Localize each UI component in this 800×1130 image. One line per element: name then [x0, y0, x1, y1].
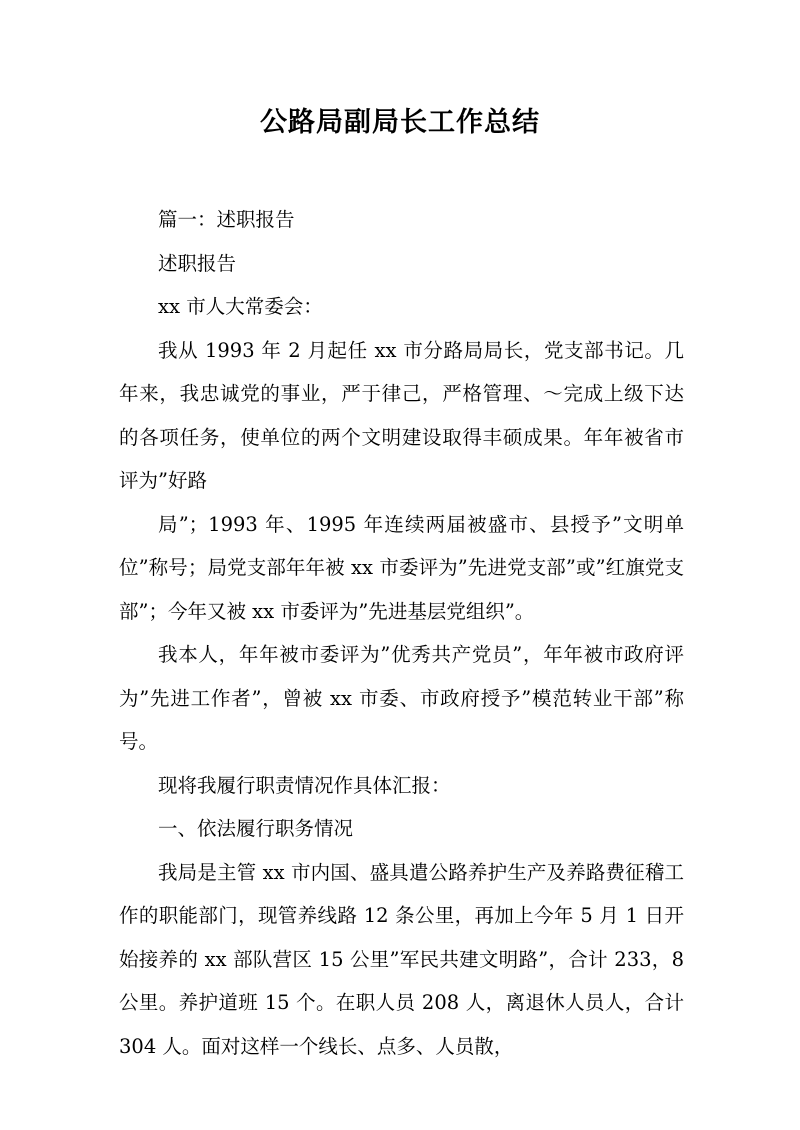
- document-body: [119, 198, 684, 1068]
- document-title: 公路局副局长工作总结: [260, 107, 540, 138]
- paragraph-personal-honors: 我本人，年年被市委评为”优秀共产党员”，年年被市政府评为”先进工作者”，曾被 xx 市委、市政府授予”模范转业干部”称号。: [119, 643, 684, 753]
- paragraph-subheading: 一、依法履行职务情况: [158, 817, 354, 840]
- paragraph-bureau-overview: 我局是主管 xx 市内国、盛具遣公路养护生产及养路费征稽工作的职能部门，现管养线路 12 条公里，再加上今年 5 月 1 日开始接养的 xx 部队营区 15 公里”军民共建文明路”，合计 233，8 公里。养护道班 15 个。在职人员 208 人，离退休人员人，合计 304 人。面对这样一个线长、点多、人员散，: [119, 860, 684, 1058]
- paragraph-salutation: xx 市人大常委会：: [158, 295, 323, 318]
- paragraph-honors: 局”；1993 年、1995 年连续两届被盛市、县授予”文明单位”称号；局党支部年年被 xx 市委评为”先进党支部”或”红旗党支部”；今年又被 xx 市委评为”先进基层党组织”。: [119, 512, 684, 623]
- paragraph-report-lead: 现将我履行职责情况作具体汇报：: [158, 773, 451, 797]
- paragraph-intro: 我从 1993 年 2 月起任 xx 市分路局局长，党支部书记。几年来，我忠诚党的事业，严于律己，严格管理、～完成上级下达的各项任务，使单位的两个文明建设取得丰硕成果。年年被省市评为”好路: [119, 338, 684, 492]
- paragraph-section-heading: 篇一：述职报告: [158, 208, 295, 231]
- paragraph-report-title: 述职报告: [158, 251, 237, 275]
